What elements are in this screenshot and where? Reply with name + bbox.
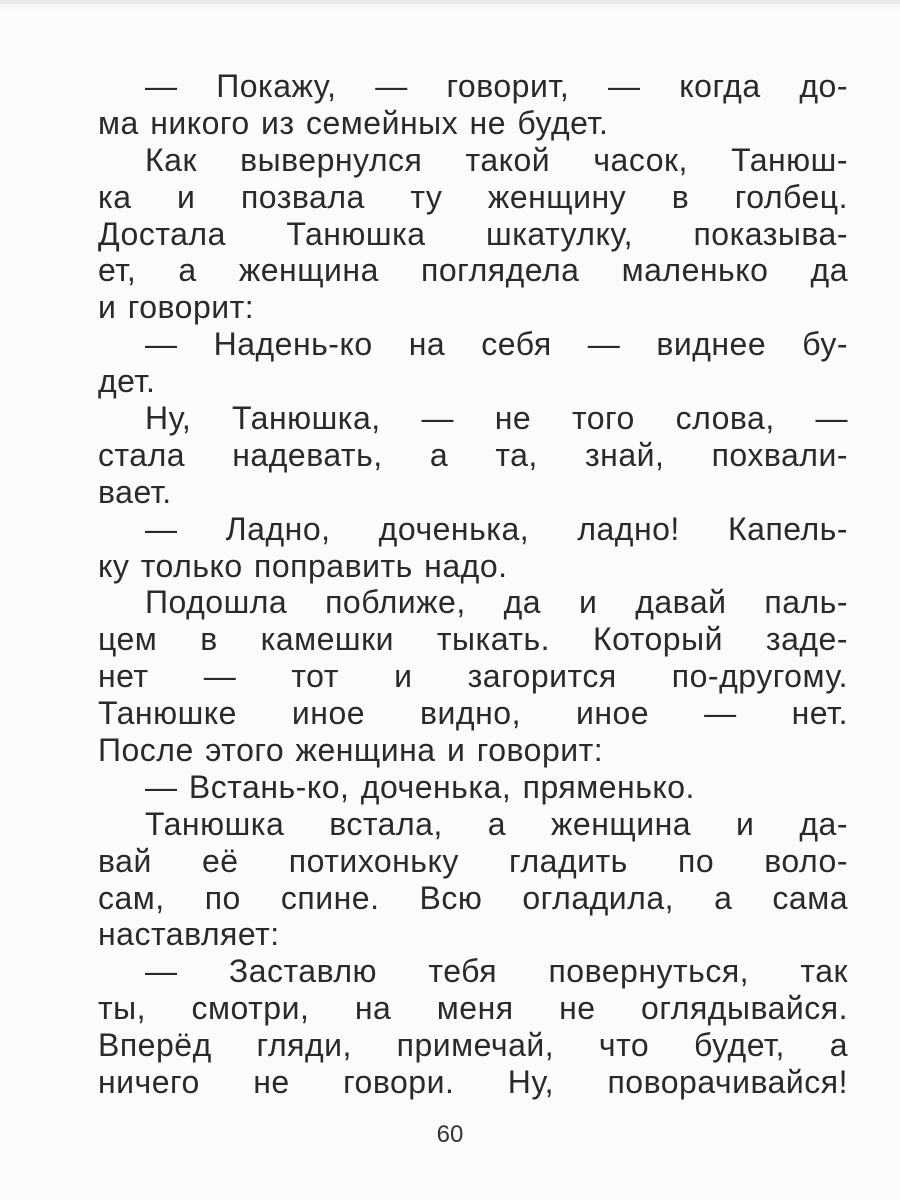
text-line: Как вывернулся такой часок, Танюш- — [145, 141, 848, 178]
text-line: — Надень-ко на себя — виднее бу- — [145, 326, 848, 363]
text-line: цем в камешки тыкать. Который заде- — [98, 621, 848, 658]
text-line: — Встань-ко, доченька, пряменько. — [145, 768, 695, 805]
text-line: ничего не говори. Ну, поворачивайся! — [98, 1064, 848, 1101]
text-line: ма никого из семейных не будет. — [98, 104, 609, 141]
body-text — [98, 68, 848, 1101]
text-line: дет. — [98, 363, 156, 400]
text-line: Подошла поближе, да и давай паль- — [145, 584, 848, 621]
text-line: вай её потихоньку гладить по воло- — [98, 842, 848, 879]
text-line: сам, по спине. Всю огладила, а сама — [98, 879, 848, 916]
text-line: Танюшка встала, а женщина и да- — [145, 805, 848, 842]
text-line: После этого женщина и говорит: — [98, 732, 604, 769]
page-top-edge — [0, 0, 900, 4]
text-line: ку только поправить надо. — [98, 547, 508, 584]
text-line: нет — тот и загорится по-другому. — [98, 658, 848, 695]
text-line: Достала Танюшка шкатулку, показыва- — [98, 215, 848, 252]
text-line: — Покажу, — говорит, — когда до- — [145, 68, 848, 104]
text-line: — Заставлю тебя повернуться, так — [145, 953, 848, 990]
text-line: — Ладно, доченька, ладно! Капель- — [145, 510, 848, 547]
page-number: 60 — [436, 1121, 464, 1148]
text-line: ты, смотри, на меня не оглядывайся. — [98, 990, 848, 1027]
text-line: Танюшке иное видно, иное — нет. — [98, 695, 848, 732]
text-line: и говорит: — [98, 289, 255, 326]
text-line: наставляет: — [98, 916, 280, 953]
text-line: стала надевать, а та, знай, похвали- — [98, 436, 848, 473]
text-line: Вперёд гляди, примечай, что будет, а — [98, 1027, 848, 1064]
text-line: Ну, Танюшка, — не того слова, — — [145, 400, 848, 437]
text-line: вает. — [98, 473, 172, 510]
text-line: ет, а женщина поглядела маленько да — [98, 252, 848, 289]
text-line: ка и позвала ту женщину в голбец. — [98, 178, 848, 215]
